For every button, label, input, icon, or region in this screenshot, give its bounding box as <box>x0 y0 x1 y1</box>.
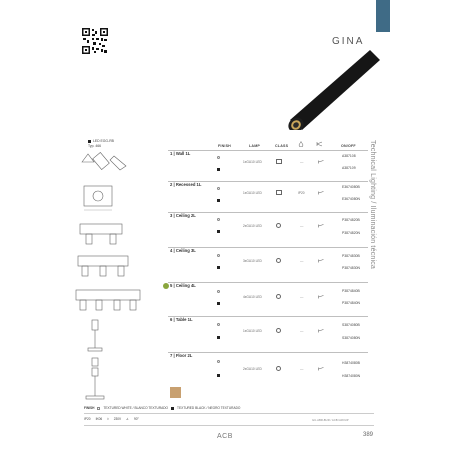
row-divider <box>168 352 368 353</box>
row-title-ceiling-4l: 5 | Ceiling 4L <box>170 283 196 288</box>
qr-code <box>82 28 108 54</box>
finish-black-swatch <box>217 336 220 339</box>
header-finish: FINISH <box>218 144 231 148</box>
drawing-ceiling-2l <box>74 220 144 250</box>
product-family-title: GINA <box>332 36 365 47</box>
black-swatch <box>171 407 174 410</box>
white-swatch <box>97 407 100 410</box>
finish-legend-label: FINISH <box>84 406 95 410</box>
switch-icon <box>318 259 324 263</box>
row-title-ceiling-3l: 4 | Ceiling 3L <box>170 248 196 253</box>
code-white: E3674080B <box>342 185 360 189</box>
ip-cell: IP20 <box>298 191 305 195</box>
header-onoff: ON/OFF <box>341 144 356 148</box>
row-divider <box>168 282 368 283</box>
class-icon <box>276 223 281 228</box>
finish-black-swatch <box>217 168 220 171</box>
finish-black-label: TEXTURED BLACK / NEGRO TEXTURADO <box>177 406 241 410</box>
code-black: P3874820N <box>342 231 360 235</box>
row-title-recessed: 2 | Recessed 1L <box>170 182 202 187</box>
bulb-icon: ◊ <box>107 417 109 421</box>
angle-icon: ∠ <box>126 417 130 421</box>
finish-white-label: TEXTURED WHITE / BLANCO TEXTURADO <box>103 406 169 410</box>
drawing-ceiling-4l <box>74 286 144 316</box>
code-black: H3874080N <box>342 374 361 378</box>
row-title-floor: 7 | Floor 2L <box>170 353 193 358</box>
finish-white-swatch <box>217 290 220 293</box>
side-accent-strip <box>376 0 390 32</box>
lamp-product-photo <box>260 50 380 130</box>
beam-angle-icon <box>316 141 323 147</box>
drawing-ceiling-3l <box>74 252 144 282</box>
class-icon <box>276 328 281 333</box>
drawing-recessed <box>74 182 144 216</box>
class-icon <box>276 366 281 371</box>
lamp-cell: 2xGU10 LED <box>243 224 262 228</box>
code-black: S3874080N <box>342 336 360 340</box>
ip-cell: — <box>300 367 304 371</box>
row-divider <box>168 212 368 213</box>
side-label: Technical Lighting / Iluminación técnica <box>369 140 376 270</box>
switch-icon <box>318 224 324 228</box>
switch-icon <box>318 367 324 371</box>
code-white: A387108 <box>342 154 356 158</box>
reference-line-2: Typ. 466 <box>88 144 102 148</box>
class-icon <box>276 294 281 299</box>
row-title-wall: 1 | Wall 1L <box>170 151 191 156</box>
switch-icon <box>318 191 324 195</box>
ip-cell: — <box>300 295 304 299</box>
code-white: P3874830B <box>342 254 360 258</box>
lamp-cell: 1xGU10 LED <box>243 329 262 333</box>
drawing-wall <box>74 148 144 178</box>
page-number: 389 <box>363 432 374 438</box>
reference-line-1: LED EGG-RB <box>93 139 114 143</box>
ip-rating-icon <box>298 141 304 147</box>
code-white: S3874080B <box>342 323 360 327</box>
lamp-cell: 1xGU10 LED <box>243 191 262 195</box>
header-lamp: LAMP <box>249 144 260 148</box>
code-black: E3674080N <box>342 197 360 201</box>
finish-white-swatch <box>217 254 220 257</box>
code-black: A387109 <box>342 166 356 170</box>
ip-cell: — <box>300 160 304 164</box>
row-divider <box>168 150 368 151</box>
code-white: P3874820B <box>342 218 360 222</box>
class-icon <box>276 258 281 263</box>
row-divider <box>168 316 368 317</box>
switch-icon <box>318 329 324 333</box>
finish-white-swatch <box>217 360 220 363</box>
lamp-cell: 1xGU10 LED <box>243 160 262 164</box>
switch-icon <box>318 160 324 164</box>
row-divider <box>168 247 368 248</box>
eco-leaf-icon <box>163 283 169 289</box>
finish-black-swatch <box>217 266 220 269</box>
code-black: P3874840N <box>342 301 360 305</box>
angle-label: 90° <box>134 417 139 421</box>
code-white: P3874840B <box>342 289 360 293</box>
class-icon <box>276 190 282 195</box>
row-title-table: 6 | Table 1L <box>170 317 193 322</box>
finish-white-swatch <box>217 218 220 221</box>
drawing-table <box>74 318 144 354</box>
ip-label: IP20 <box>84 417 91 421</box>
switch-icon <box>318 295 324 299</box>
finish-black-swatch <box>217 302 220 305</box>
drawing-floor <box>74 356 144 400</box>
lamp-cell: 4xGU10 LED <box>243 295 262 299</box>
class-icon <box>276 159 282 164</box>
footer-brand-logo: ACB <box>217 433 233 440</box>
volt-label: 230V <box>113 417 122 421</box>
finish-black-swatch <box>217 374 220 377</box>
header-class: CLASS <box>275 144 289 148</box>
row-title-ceiling-2l: 3 | Ceiling 2L <box>170 213 196 218</box>
finish-black-swatch <box>217 199 220 202</box>
finish-white-swatch <box>217 323 220 326</box>
lamp-cell: 3xGU10 LED <box>243 259 262 263</box>
lamp-cell: 2xGU10 LED <box>243 367 262 371</box>
ip-cell: — <box>300 259 304 263</box>
code-white: H3874080B <box>342 361 360 365</box>
copyright-note: GU-ABR-BUR / ACB GROUP <box>312 418 349 422</box>
finish-black-swatch <box>217 230 220 233</box>
ip-cell: — <box>300 329 304 333</box>
divider <box>84 425 374 426</box>
finish-legend <box>84 406 240 410</box>
reference-marker <box>88 140 91 143</box>
finish-white-swatch <box>217 187 220 190</box>
ip-cell: — <box>300 224 304 228</box>
code-black: P3874830N <box>342 266 360 270</box>
spec-icons-bar <box>84 417 139 421</box>
divider <box>84 413 374 414</box>
product-badge-icon <box>170 387 181 398</box>
ik-label: IK06 <box>95 417 103 421</box>
finish-white-swatch <box>217 156 220 159</box>
